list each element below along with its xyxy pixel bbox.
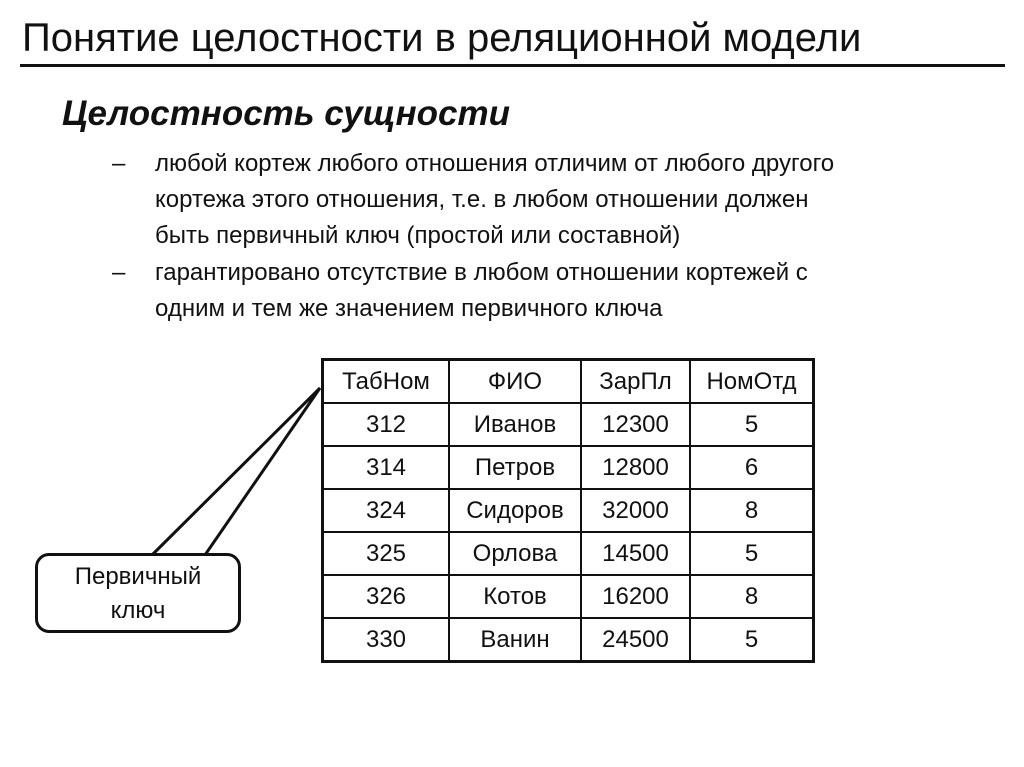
table-header-row xyxy=(323,360,814,404)
callout-line-1: Первичный xyxy=(74,563,202,590)
bullet-1-line-2: кортежа этого отношения, т.е. в любом отношении должен xyxy=(155,186,809,213)
table-cell: 14500 xyxy=(581,532,690,575)
bullet-marker-2: – xyxy=(112,259,126,286)
table-cell: 325 xyxy=(323,532,450,575)
slide-title: Понятие целостности в реляционной модели xyxy=(22,16,862,60)
table-cell: 24500 xyxy=(581,618,690,662)
bullet-1-line-3: быть первичный ключ (простой или составной) xyxy=(155,222,681,249)
table-row xyxy=(323,489,814,532)
primary-key-callout xyxy=(35,553,241,633)
table-cell: 32000 xyxy=(581,489,690,532)
table-cell: 5 xyxy=(690,403,814,446)
table-cell: Сидоров xyxy=(449,489,581,532)
table-cell: 312 xyxy=(323,403,450,446)
table-cell: 8 xyxy=(690,489,814,532)
table-cell: Котов xyxy=(449,575,581,618)
table-row xyxy=(323,575,814,618)
column-header-fio: ФИО xyxy=(449,360,581,404)
table-cell: Орлова xyxy=(449,532,581,575)
table-row xyxy=(323,446,814,489)
table-cell: 16200 xyxy=(581,575,690,618)
table-cell: 12300 xyxy=(581,403,690,446)
table-cell: 5 xyxy=(690,618,814,662)
table-cell: 8 xyxy=(690,575,814,618)
callout-pointer-shape xyxy=(152,388,320,555)
table-cell: 12800 xyxy=(581,446,690,489)
table-row xyxy=(323,618,814,662)
table-row xyxy=(323,403,814,446)
table-cell: 324 xyxy=(323,489,450,532)
callout-line-2: ключ xyxy=(110,597,166,624)
table-cell: 314 xyxy=(323,446,450,489)
relation-table xyxy=(321,358,815,663)
table-cell: Иванов xyxy=(449,403,581,446)
column-header-tabnom: ТабНом xyxy=(323,360,450,404)
bullet-marker-1: – xyxy=(112,150,126,177)
table-cell: Петров xyxy=(449,446,581,489)
table-cell: 6 xyxy=(690,446,814,489)
bullet-2-line-2: одним и тем же значением первичного ключа xyxy=(155,295,663,322)
table-row xyxy=(323,532,814,575)
section-heading: Целостность сущности xyxy=(62,94,510,133)
bullet-1-line-1: любой кортеж любого отношения отличим от любого другого xyxy=(155,150,835,177)
bullet-2-line-1: гарантировано отсутствие в любом отношении кортежей с xyxy=(155,259,808,286)
table-cell: 326 xyxy=(323,575,450,618)
column-header-nomotd: НомОтд xyxy=(690,360,814,404)
table-cell: 5 xyxy=(690,532,814,575)
table-cell: Ванин xyxy=(449,618,581,662)
table-cell: 330 xyxy=(323,618,450,662)
column-header-zarpl: ЗарПл xyxy=(581,360,690,404)
